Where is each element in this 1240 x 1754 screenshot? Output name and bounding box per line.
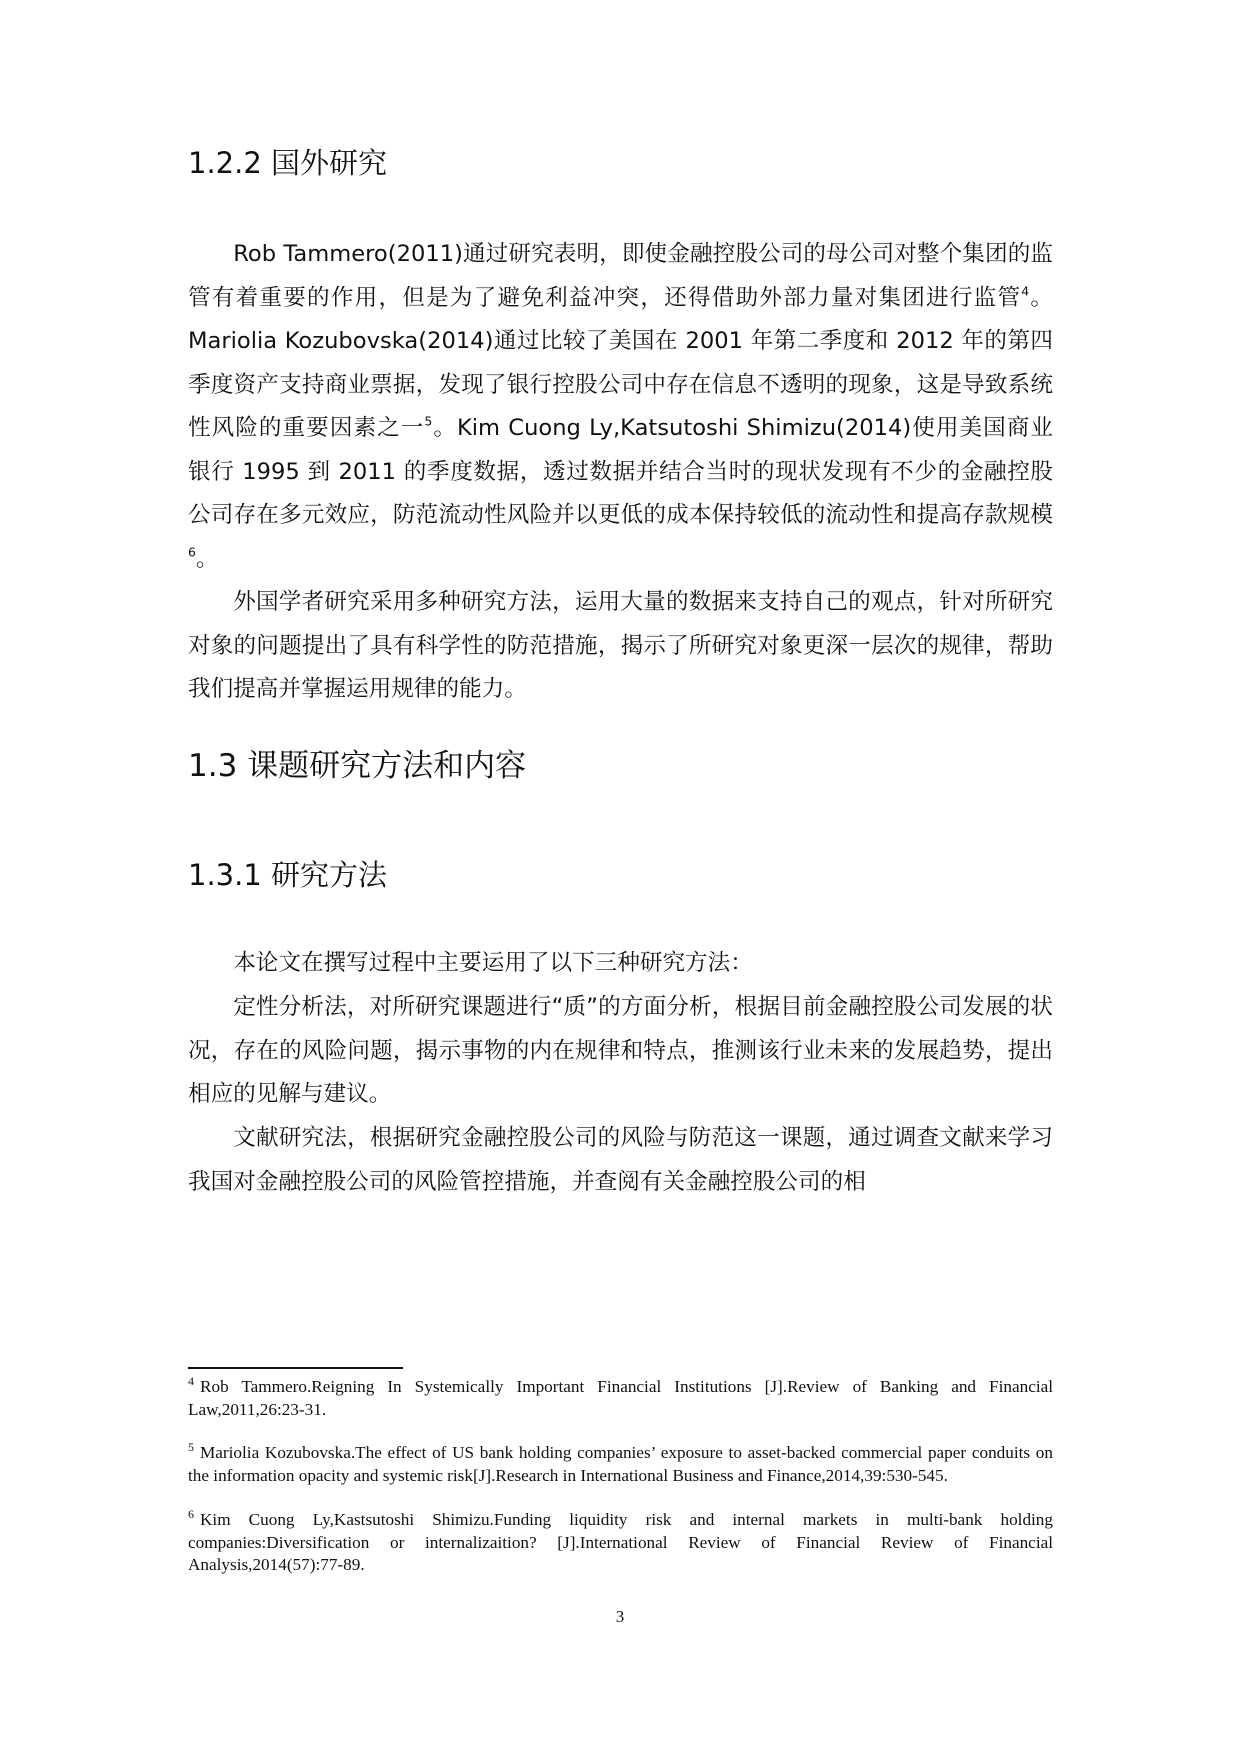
- paragraph-text: 。: [195, 545, 219, 572]
- section-heading-1-2-2: 1.2.2 国外研究: [188, 146, 388, 180]
- footnote-text: Mariolia Kozubovska.The effect of US bank holding companies’ exposure to asset-backed commercial paper conduits on the information opacity and systemic risk[J].Research in International Business and Finance,2014,39:530-545.: [188, 1443, 1053, 1485]
- footnote-ref: 5: [424, 413, 433, 429]
- footnote-number: 6: [188, 1506, 195, 1521]
- footnote-6: [188, 1506, 1053, 1577]
- section-heading-1-3: 1.3 课题研究方法和内容: [188, 748, 527, 784]
- paragraph-literature-research: 文献研究法，根据研究金融控股公司的风险与防范这一课题，通过调查文献来学习我国对金融控股公司的风险管控措施，并查阅有关金融控股公司的相: [188, 1125, 1053, 1195]
- paragraph-text: 。Mariolia Kozubovska(2014)通过比较了美国在 2001 年第二季度和 2012 年的第四季度资产支持商业票据，发现了银行控股公司中存在信息不透明的现象，这是导致系统性风险的重要因素之一: [188, 284, 1054, 441]
- paragraph-qualitative-analysis: 定性分析法，对所研究课题进行“质”的方面分析，根据目前金融控股公司发展的状况，存在的风险问题，揭示事物的内在规律和特点，推测该行业未来的发展趋势，提出相应的见解与建议。: [188, 994, 1053, 1107]
- paragraph-foreign-research: [188, 233, 1053, 581]
- paragraph-methods-intro: 本论文在撰写过程中主要运用了以下三种研究方法：: [233, 950, 753, 976]
- footnote-separator: [188, 1367, 403, 1369]
- section-heading-1-3-1: 1.3.1 研究方法: [188, 858, 388, 892]
- page-number: 3: [615, 1607, 625, 1626]
- footnote-ref: 4: [1021, 283, 1030, 299]
- footnote-text: Rob Tammero.Reigning In Systemically Important Financial Institutions [J].Review of Banking and Financial Law,2011,26:23-31.: [188, 1377, 1053, 1419]
- footnote-5: [188, 1439, 1053, 1487]
- footnote-ref: 6: [188, 544, 196, 560]
- footnote-number: 4: [188, 1373, 195, 1388]
- footnote-4: [188, 1373, 1053, 1421]
- footnote-number: 5: [188, 1439, 195, 1454]
- footnote-text: Kim Cuong Ly,Kastsutoshi Shimizu.Funding liquidity risk and internal markets in multi-bank holding companies:Diversification or internalizaition? [J].International Review of Financial Review of Financial Analysis,2014(57):77-89.: [188, 1510, 1053, 1574]
- paragraph-text: 。Kim Cuong Ly,Katsutoshi Shimizu(2014)使用美国商业银行 1995 到 2011 的季度数据，透过数据并结合当时的现状发现有不少的金融控股公司存在多元效应，防范流动性风险并以更低的成本保持较低的流动性和提高存款规模: [188, 415, 1054, 528]
- paragraph-summary: 外国学者研究采用多种研究方法，运用大量的数据来支持自己的观点，针对所研究对象的问题提出了具有科学性的防范措施，揭示了所研究对象更深一层次的规律，帮助我们提高并掌握运用规律的能力。: [188, 589, 1053, 702]
- paragraph-text: Rob Tammero(2011)通过研究表明，即使金融控股公司的母公司对整个集团的监管有着重要的作用，但是为了避免利益冲突，还得借助外部力量对集团进行监管: [188, 241, 1053, 311]
